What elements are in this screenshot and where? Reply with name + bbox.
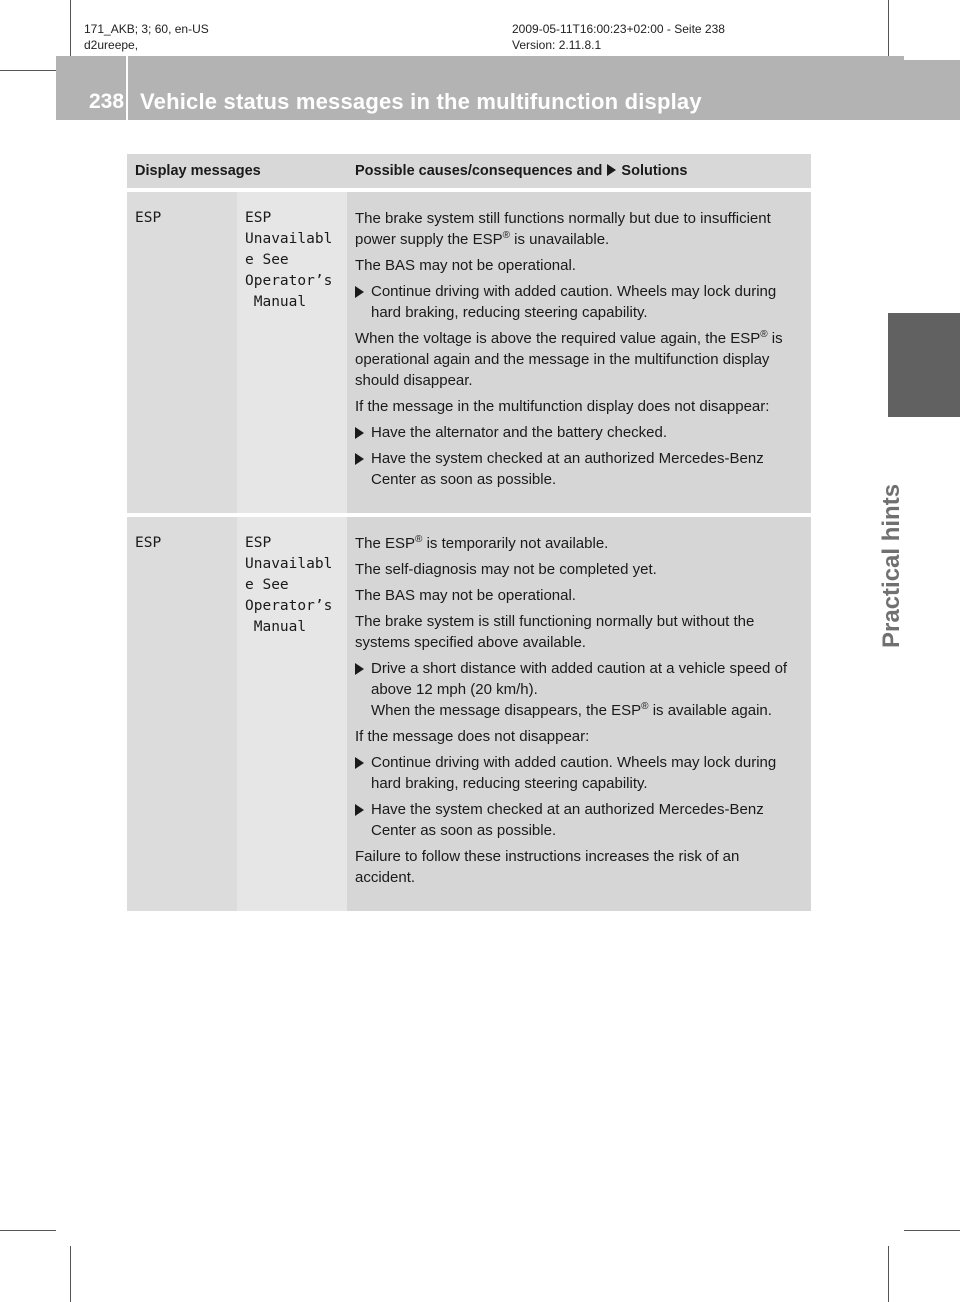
crop-mark (0, 70, 56, 71)
solution-step-text: Have the system checked at an authorized Mercedes-Benz Center as soon as possible. (371, 450, 764, 488)
cause-text: The brake system still functions normally but due to insufficient power supply the ESP (355, 210, 771, 248)
display-message-text: ESP Unavailabl e See Operator’s Manual (245, 210, 333, 310)
message-table (127, 154, 811, 911)
solution-step (355, 422, 803, 443)
print-meta-left-line1: 171_AKB; 3; 60, en-US (84, 22, 209, 36)
arrow-icon (355, 663, 364, 675)
table-row (127, 190, 811, 515)
print-meta-left-line2: d2ureepe, (84, 38, 139, 52)
cause-paragraph: The BAS may not be operational. (355, 257, 576, 274)
cause-text: The ESP (355, 535, 416, 552)
crop-mark (888, 1246, 889, 1302)
info-paragraph (355, 328, 803, 391)
symbol-text: ESP (135, 210, 162, 226)
solution-step (355, 448, 803, 490)
header-divider (126, 56, 128, 120)
cause-text-end: is temporarily not available. (422, 535, 609, 552)
table-header-row (127, 154, 811, 190)
cause-paragraph: The BAS may not be operational. (355, 587, 576, 604)
print-meta-left (84, 21, 209, 53)
display-message-cell (237, 515, 347, 911)
symbol-text: ESP (135, 535, 162, 551)
column-header-display-messages: Display messages (127, 154, 347, 190)
solution-step-text: Drive a short distance with added caution at a vehicle speed of above 12 mph (20 km/h). (371, 660, 788, 698)
arrow-icon (355, 453, 364, 465)
crop-mark (904, 1230, 960, 1231)
solution-step-text: Continue driving with added caution. Wheels may lock during hard braking, reducing steering capability. (371, 283, 777, 321)
registered-mark: ® (641, 701, 649, 712)
crop-mark (70, 0, 71, 56)
solution-step (355, 752, 803, 794)
arrow-icon (355, 804, 364, 816)
side-tab-marker (888, 313, 960, 417)
info-paragraph: If the message does not disappear: (355, 728, 590, 745)
arrow-icon (607, 164, 616, 176)
crop-mark (0, 1230, 56, 1231)
solution-step (355, 658, 803, 721)
column-header-solutions (347, 154, 811, 190)
display-message-cell (237, 190, 347, 515)
display-message-text: ESP Unavailabl e See Operator’s Manual (245, 535, 333, 635)
registered-mark: ® (760, 329, 768, 340)
registered-mark: ® (502, 230, 510, 241)
crop-mark (70, 1246, 71, 1302)
solution-step (355, 281, 803, 323)
cause-paragraph: The self-diagnosis may not be completed yet. (355, 561, 657, 578)
solution-step-text: Have the alternator and the battery checked. (371, 424, 668, 441)
print-meta-right-line2: Version: 2.11.8.1 (512, 38, 602, 52)
table-row (127, 515, 811, 911)
cause-paragraph (355, 208, 803, 250)
crop-mark (888, 0, 889, 56)
registered-mark: ® (415, 534, 423, 545)
print-meta-right-line1: 2009-05-11T16:00:23+02:00 - Seite 238 (512, 22, 725, 36)
page-title: Vehicle status messages in the multifunction display (140, 89, 702, 114)
solution-step-text: Have the system checked at an authorized Mercedes-Benz Center as soon as possible. (371, 801, 764, 839)
info-paragraph: If the message in the multifunction display does not disappear: (355, 398, 770, 415)
section-tab-label: Practical hints (878, 483, 905, 648)
column-header-solutions-text: Solutions (621, 163, 688, 179)
info-text: When the voltage is above the required value again, the ESP (355, 330, 761, 347)
solution-result-text-end: is available again. (648, 702, 772, 719)
solution-result-text: When the message disappears, the ESP (371, 702, 642, 719)
symbol-cell (127, 190, 237, 515)
causes-solutions-cell (347, 515, 811, 911)
page-number: 238 (89, 90, 125, 113)
arrow-icon (355, 757, 364, 769)
solution-step-text: Continue driving with added caution. Wheels may lock during hard braking, reducing steering capability. (371, 754, 777, 792)
info-text-end: is operational again and the message in the multifunction display should disappear. (355, 330, 783, 389)
symbol-cell (127, 515, 237, 911)
cause-text-end: is unavailable. (509, 231, 610, 248)
cause-paragraph (355, 533, 803, 554)
arrow-icon (355, 427, 364, 439)
causes-solutions-cell (347, 190, 811, 515)
arrow-icon (355, 286, 364, 298)
solution-step (355, 799, 803, 841)
side-tab-top (904, 60, 960, 120)
print-meta-right (512, 21, 725, 53)
warning-paragraph: Failure to follow these instructions increases the risk of an accident. (355, 848, 740, 886)
column-header-causes-text: Possible causes/consequences and (355, 163, 603, 179)
cause-paragraph: The brake system is still functioning normally but without the systems specified above available. (355, 613, 755, 651)
